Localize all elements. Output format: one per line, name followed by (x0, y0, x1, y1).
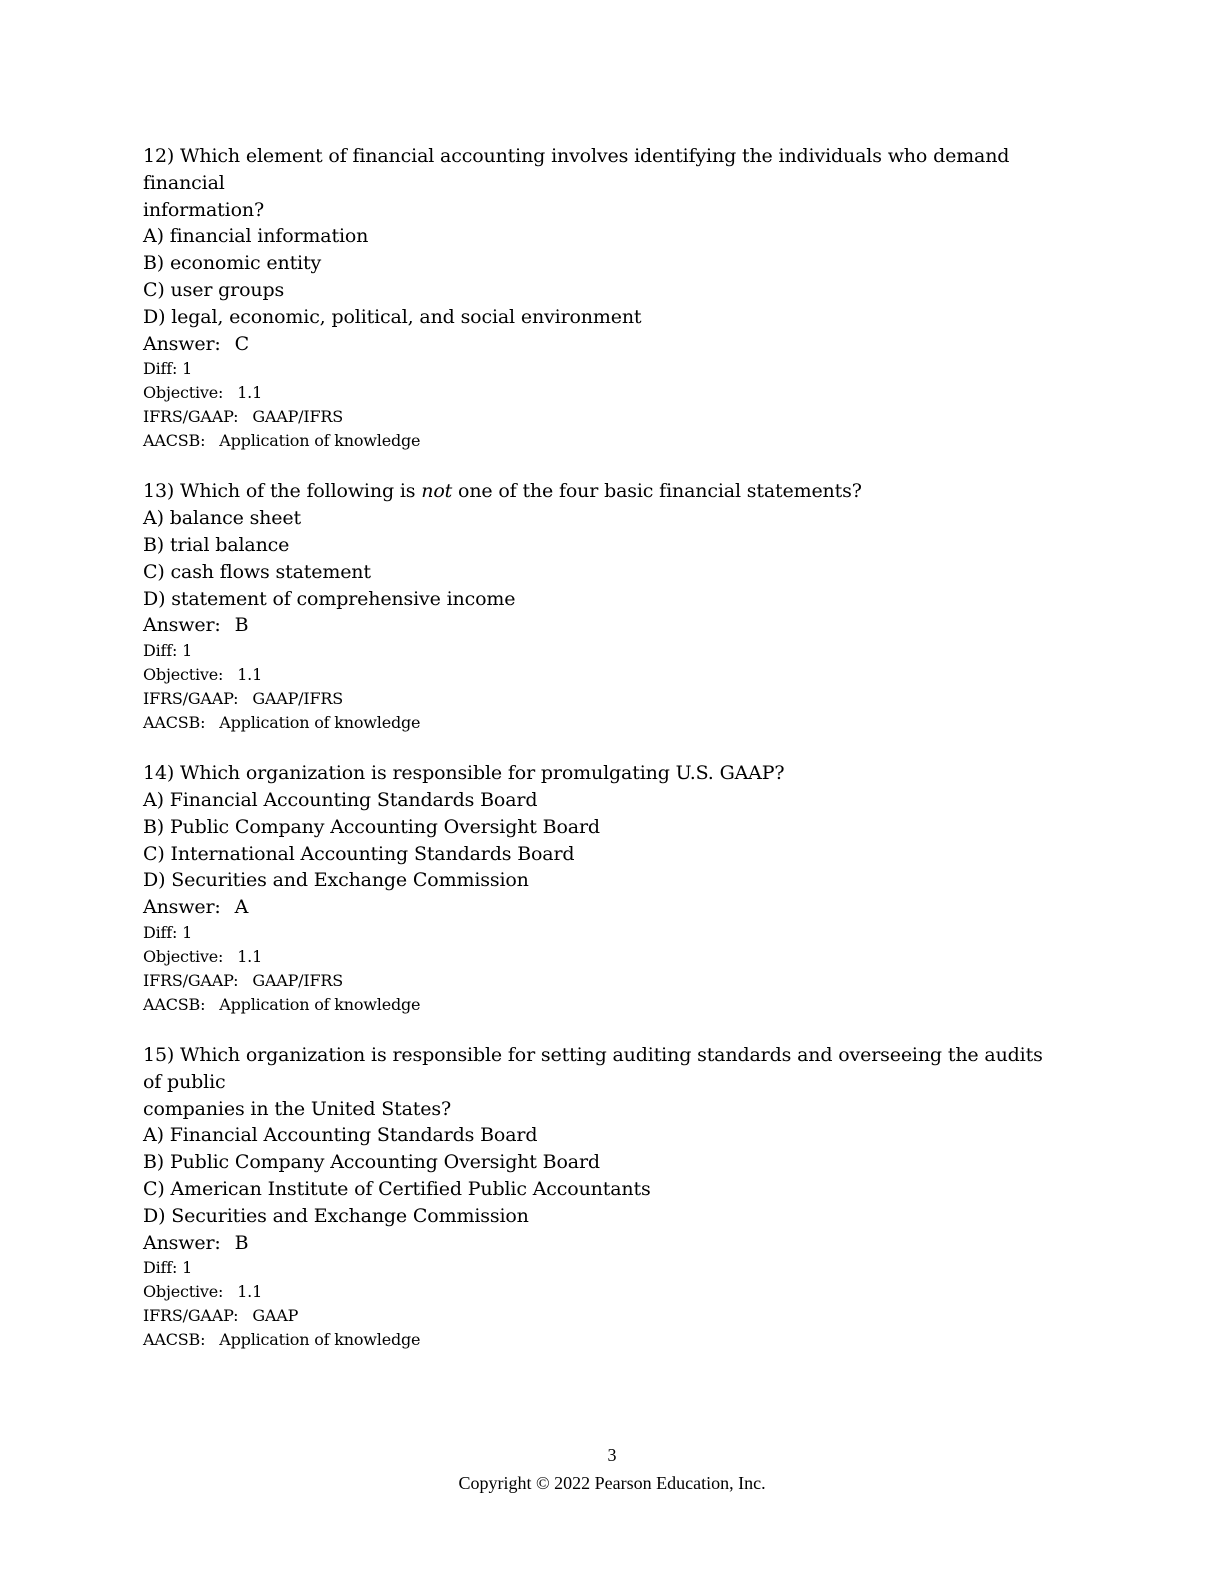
answer-option-a: A) financial information (143, 225, 369, 248)
objective-label: Objective: (143, 383, 224, 403)
aacsb-row (143, 993, 1063, 1017)
ifrs-gaap-label: IFRS/GAAP: (143, 1306, 239, 1326)
answer-label: Answer: (143, 614, 221, 637)
answer-value: A (234, 896, 249, 919)
copyright-notice: Copyright © 2022 Pearson Education, Inc. (458, 1473, 766, 1493)
answer-row (143, 331, 1063, 358)
answer-value: B (234, 1231, 249, 1254)
aacsb-value: Application of knowledge (219, 994, 421, 1014)
aacsb-label: AACSB: (143, 994, 206, 1014)
ifrs-gaap-label: IFRS/GAAP: (143, 689, 239, 709)
ifrs-gaap-label: IFRS/GAAP: (143, 407, 239, 427)
page-number: 3 (607, 1445, 617, 1465)
objective-value: 1.1 (237, 665, 263, 685)
ifrs-gaap-row (143, 969, 1063, 993)
ifrs-gaap-label: IFRS/GAAP: (143, 970, 239, 990)
aacsb-row (143, 711, 1063, 735)
aacsb-value: Application of knowledge (219, 431, 421, 451)
aacsb-label: AACSB: (143, 713, 206, 733)
difficulty: Diff: 1 (143, 1258, 193, 1278)
question-13 (143, 478, 1063, 735)
answer-row (143, 1230, 1063, 1257)
ifrs-gaap-value: GAAP/IFRS (252, 689, 343, 709)
question-15 (143, 1042, 1063, 1352)
answer-option-b: B) trial balance (143, 533, 290, 556)
answer-option-d: D) Securities and Exchange Commission (143, 1204, 529, 1227)
answer-label: Answer: (143, 332, 221, 355)
answer-option-b: B) Public Company Accounting Oversight Board (143, 1151, 600, 1174)
answer-option-b: B) Public Company Accounting Oversight Board (143, 815, 600, 838)
difficulty: Diff: 1 (143, 922, 193, 942)
answer-label: Answer: (143, 896, 221, 919)
objective-value: 1.1 (237, 946, 263, 966)
answer-option-d: D) Securities and Exchange Commission (143, 869, 529, 892)
question-stem-line: companies in the United States? (143, 1097, 451, 1120)
ifrs-gaap-value: GAAP/IFRS (252, 407, 343, 427)
question-stem-line (143, 478, 1063, 505)
ifrs-gaap-row (143, 405, 1063, 429)
question-stem-line: 14) Which organization is responsible for promulgating U.S. GAAP? (143, 762, 785, 785)
answer-label: Answer: (143, 1231, 221, 1254)
ifrs-gaap-row (143, 687, 1063, 711)
question-stem-emphasis: not (421, 480, 453, 503)
answer-option-a: A) Financial Accounting Standards Board (143, 788, 538, 811)
question-stem-line: 12) Which element of financial accounting involves identifying the individuals who demand financial (143, 145, 1016, 194)
question-12 (143, 143, 1063, 453)
question-14 (143, 760, 1063, 1017)
aacsb-row (143, 1328, 1063, 1352)
question-stem-prefix: 13) Which of the following is (143, 480, 422, 503)
objective-label: Objective: (143, 946, 224, 966)
answer-option-c: C) cash flows statement (143, 560, 371, 583)
aacsb-label: AACSB: (143, 431, 206, 451)
ifrs-gaap-row (143, 1304, 1063, 1328)
objective-label: Objective: (143, 1282, 224, 1302)
objective-row (143, 663, 1063, 687)
ifrs-gaap-value: GAAP/IFRS (252, 970, 343, 990)
answer-option-c: C) American Institute of Certified Public Accountants (143, 1177, 651, 1200)
question-stem-line: information? (143, 198, 264, 221)
ifrs-gaap-value: GAAP (252, 1306, 299, 1326)
answer-option-b: B) economic entity (143, 252, 322, 275)
question-stem-suffix: one of the four basic financial statements? (452, 480, 862, 503)
aacsb-row (143, 429, 1063, 453)
answer-row (143, 612, 1063, 639)
answer-value: C (234, 332, 250, 355)
objective-label: Objective: (143, 665, 224, 685)
answer-row (143, 894, 1063, 921)
objective-row (143, 1280, 1063, 1304)
answer-value: B (234, 614, 249, 637)
objective-row (143, 945, 1063, 969)
answer-option-a: A) Financial Accounting Standards Board (143, 1124, 538, 1147)
aacsb-label: AACSB: (143, 1330, 206, 1350)
question-stem-line: 15) Which organization is responsible for setting auditing standards and overseeing the audits of public (143, 1043, 1049, 1093)
difficulty: Diff: 1 (143, 641, 193, 661)
aacsb-value: Application of knowledge (219, 1330, 421, 1350)
answer-option-a: A) balance sheet (143, 507, 301, 530)
answer-option-d: D) statement of comprehensive income (143, 587, 516, 610)
answer-option-c: C) user groups (143, 278, 285, 301)
objective-value: 1.1 (237, 1282, 263, 1302)
answer-option-c: C) International Accounting Standards Board (143, 842, 575, 865)
aacsb-value: Application of knowledge (219, 713, 421, 733)
objective-value: 1.1 (237, 383, 263, 403)
objective-row (143, 381, 1063, 405)
question-list (143, 143, 1063, 1377)
answer-option-d: D) legal, economic, political, and social environment (143, 305, 642, 328)
difficulty: Diff: 1 (143, 359, 193, 379)
